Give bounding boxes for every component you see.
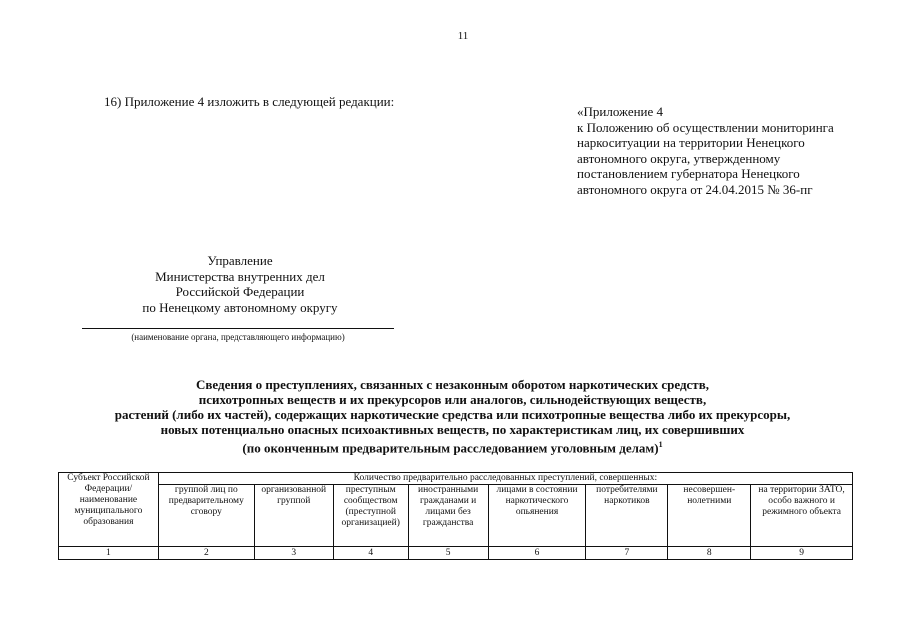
organization-caption: (наименование органа, представляющего информацию)	[131, 332, 345, 342]
organization-underline	[82, 328, 394, 329]
column-number: 6	[488, 547, 586, 560]
column-number: 8	[668, 547, 751, 560]
organization-line: Министерства внутренних дел	[155, 268, 325, 284]
column-header: организованной группой	[254, 485, 333, 547]
organization-name	[110, 253, 370, 315]
organization-line: Управление	[207, 253, 273, 268]
organization-line: по Ненецкому автономному округу	[142, 299, 338, 315]
appendix-header	[577, 104, 834, 197]
column-header: потребителями наркотиков	[586, 485, 668, 547]
title-line: растений (либо их частей), содержащих наркотические средства или психотропные вещества либо их прекурсоры,	[114, 407, 791, 422]
title-line-text: (по оконченным предварительным расследованием уголовным делам)	[242, 440, 659, 456]
report-table	[58, 472, 853, 560]
report-title	[60, 377, 845, 455]
group-header-cell: Количество предварительно расследованных преступлений, совершенных:	[158, 473, 852, 485]
title-line: новых потенциально опасных психоактивных веществ, по характеристикам лиц, их совершивших	[160, 422, 745, 437]
column-header: группой лиц по предварительному сговору	[158, 485, 254, 547]
column-header: преступным сообществом (преступной организацией)	[333, 485, 408, 547]
appendix-line: к Положению об осуществлении мониторинга	[577, 119, 834, 135]
column-number: 4	[333, 547, 408, 560]
title-line: психотропных веществ и их прекурсоров или аналогов, сильнодействующих веществ,	[198, 392, 707, 407]
column-number: 5	[408, 547, 488, 560]
column-number: 3	[254, 547, 333, 560]
column-header: несовершен-нолетними	[668, 485, 751, 547]
column-header: на территории ЗАТО, особо важного и режимного объекта	[751, 485, 853, 547]
title-line: Сведения о преступлениях, связанных с незаконным оборотом наркотических средств,	[196, 377, 709, 392]
appendix-line: автономного округа от 24.04.2015 № 36-пг	[577, 181, 813, 197]
appendix-line: автономного округа, утвержденному	[577, 150, 781, 166]
column-number: 1	[59, 547, 159, 560]
organization-line: Российской Федерации	[175, 284, 305, 299]
title-line	[60, 437, 845, 455]
amendment-instruction: 16) Приложение 4 изложить в следующей редакции:	[104, 94, 395, 109]
column-header: иностранными гражданами и лицами без гражданства	[408, 485, 488, 547]
column-number: 7	[586, 547, 668, 560]
subject-header-cell: Субъект Российской Федерации/ наименование муниципального образования	[59, 473, 159, 547]
page-number: 11	[457, 30, 469, 42]
column-header: лицами в состоянии наркотического опьянения	[488, 485, 586, 547]
appendix-line: наркоситуации на территории Ненецкого	[577, 135, 805, 150]
footnote-mark: 1	[658, 440, 663, 449]
appendix-line: «Приложение 4	[577, 104, 664, 119]
column-number: 9	[751, 547, 853, 560]
appendix-line: постановлением губернатора Ненецкого	[577, 166, 800, 181]
column-number: 2	[158, 547, 254, 560]
